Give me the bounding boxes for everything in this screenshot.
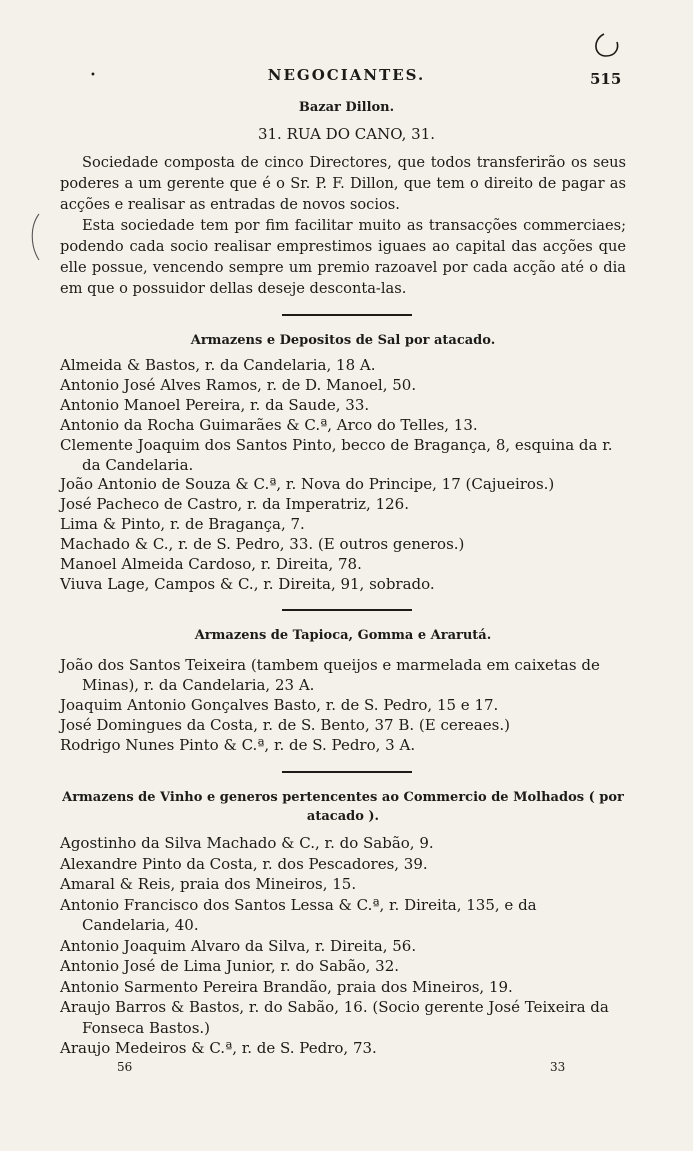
entry-item: Lima & Pinto, r. de Bragança, 7. bbox=[60, 515, 305, 534]
entry-item: Rodrigo Nunes Pinto & C.ª, r. de S. Pedro, 3 A. bbox=[60, 735, 416, 754]
entry-item: Agostinho da Silva Machado & C., r. do Sabão, 9. bbox=[60, 834, 434, 852]
section-rule bbox=[282, 771, 412, 773]
intro-address: 31. RUA DO CANO, 31. bbox=[257, 125, 436, 143]
entry-item: João Antonio de Souza & C.ª, r. Nova do Principe, 17 (Cajueiros.) bbox=[60, 475, 555, 494]
entry-item: João dos Santos Teixeira (tambem queijos e marmelada em caixetas de Minas), r. da Candelaria, 23 A. bbox=[60, 656, 600, 694]
entry-item: Antonio Sarmento Pereira Brandão, praia dos Mineiros, 19. bbox=[60, 977, 513, 996]
entry-list-vinho bbox=[60, 833, 626, 1059]
entry-item: José Pacheco de Castro, r. da Imperatriz, 126. bbox=[60, 495, 409, 514]
entry-item: Viuva Lage, Campos & C., r. Direita, 91, sobrado. bbox=[60, 574, 435, 593]
entry-item: Antonio Manoel Pereira, r. da Saude, 33. bbox=[60, 395, 370, 414]
signature-mark-right: 33 bbox=[550, 1060, 566, 1074]
entry-item: Araujo Medeiros & C.ª, r. de S. Pedro, 73. bbox=[60, 1039, 377, 1057]
entry-list-sal bbox=[60, 356, 626, 595]
entry-item: Antonio da Rocha Guimarães & C.ª, Arco do Telles, 13. bbox=[60, 415, 478, 434]
entry-item: Joaquim Antonio Gonçalves Basto, r. de S. Pedro, 15 e 17. bbox=[60, 695, 499, 714]
page-number: 515 bbox=[590, 70, 622, 88]
section-rule bbox=[282, 314, 412, 316]
entry-item: Amaral & Reis, praia dos Mineiros, 15. bbox=[60, 875, 357, 893]
entry-item: Alexandre Pinto da Costa, r. dos Pescadores, 39. bbox=[60, 854, 428, 873]
entry-item: Antonio José Alves Ramos, r. de D. Manoel, 50. bbox=[60, 375, 417, 394]
section-heading-sal: Armazens e Depositos de Sal por atacado. bbox=[190, 333, 496, 348]
intro-text bbox=[60, 152, 626, 299]
entry-item: Antonio Francisco dos Santos Lessa & C.ª, r. Direita, 135, e da Candelaria, 40. bbox=[60, 895, 537, 934]
intro-title: Bazar Dillon. bbox=[298, 100, 395, 115]
intro-paragraph: Sociedade composta de cinco Directores, que todos transferirão os seus poderes a um gerente que é o Sr. P. F. Dillon, que tem o direito de pagar as acções e realisar as entradas de novos socios. bbox=[60, 154, 626, 213]
entry-item: Manoel Almeida Cardoso, r. Direita, 78. bbox=[60, 555, 362, 574]
entry-item: Araujo Barros & Bastos, r. do Sabão, 16. (Socio gerente José Teixeira da Fonseca Bastos.) bbox=[60, 998, 609, 1037]
section-heading-vinho: Armazens de Vinho e generos pertencentes ao Commercio de Molhados ( por atacado ). bbox=[62, 790, 624, 824]
pencil-mark-icon bbox=[586, 30, 626, 66]
entry-item: Machado & C., r. de S. Pedro, 33. (E outros generos.) bbox=[60, 535, 465, 554]
entry-item: Clemente Joaquim dos Santos Pinto, becco de Bragança, 8, esquina da r. da Candelaria. bbox=[60, 435, 613, 474]
section-heading-tapioca: Armazens de Tapioca, Gomma e Ararutá. bbox=[194, 628, 492, 643]
entry-item: José Domingues da Costa, r. de S. Bento, 37 B. (E cereaes.) bbox=[60, 715, 510, 734]
signature-mark-left: 56 bbox=[117, 1060, 133, 1074]
entry-item: Antonio Joaquim Alvaro da Silva, r. Direita, 56. bbox=[60, 936, 417, 955]
entry-list-tapioca bbox=[60, 656, 626, 756]
stray-dot: • bbox=[90, 70, 96, 81]
section-rule bbox=[282, 609, 412, 611]
intro-paragraph: Esta sociedade tem por fim facilitar muito as transacções commerciaes; podendo cada socio realisar emprestimos iguaes ao capital das acções que elle possue, vencendo sempre um premio razoavel por cada acção até o dia em que o possuidor dellas deseje desconta-las. bbox=[60, 217, 626, 297]
entry-item: Antonio José de Lima Junior, r. do Sabão, 32. bbox=[60, 957, 400, 975]
entry-item: Almeida & Bastos, r. da Candelaria, 18 A. bbox=[60, 356, 376, 374]
running-head: NEGOCIANTES. bbox=[267, 66, 426, 84]
bracket-mark-icon bbox=[26, 212, 42, 264]
